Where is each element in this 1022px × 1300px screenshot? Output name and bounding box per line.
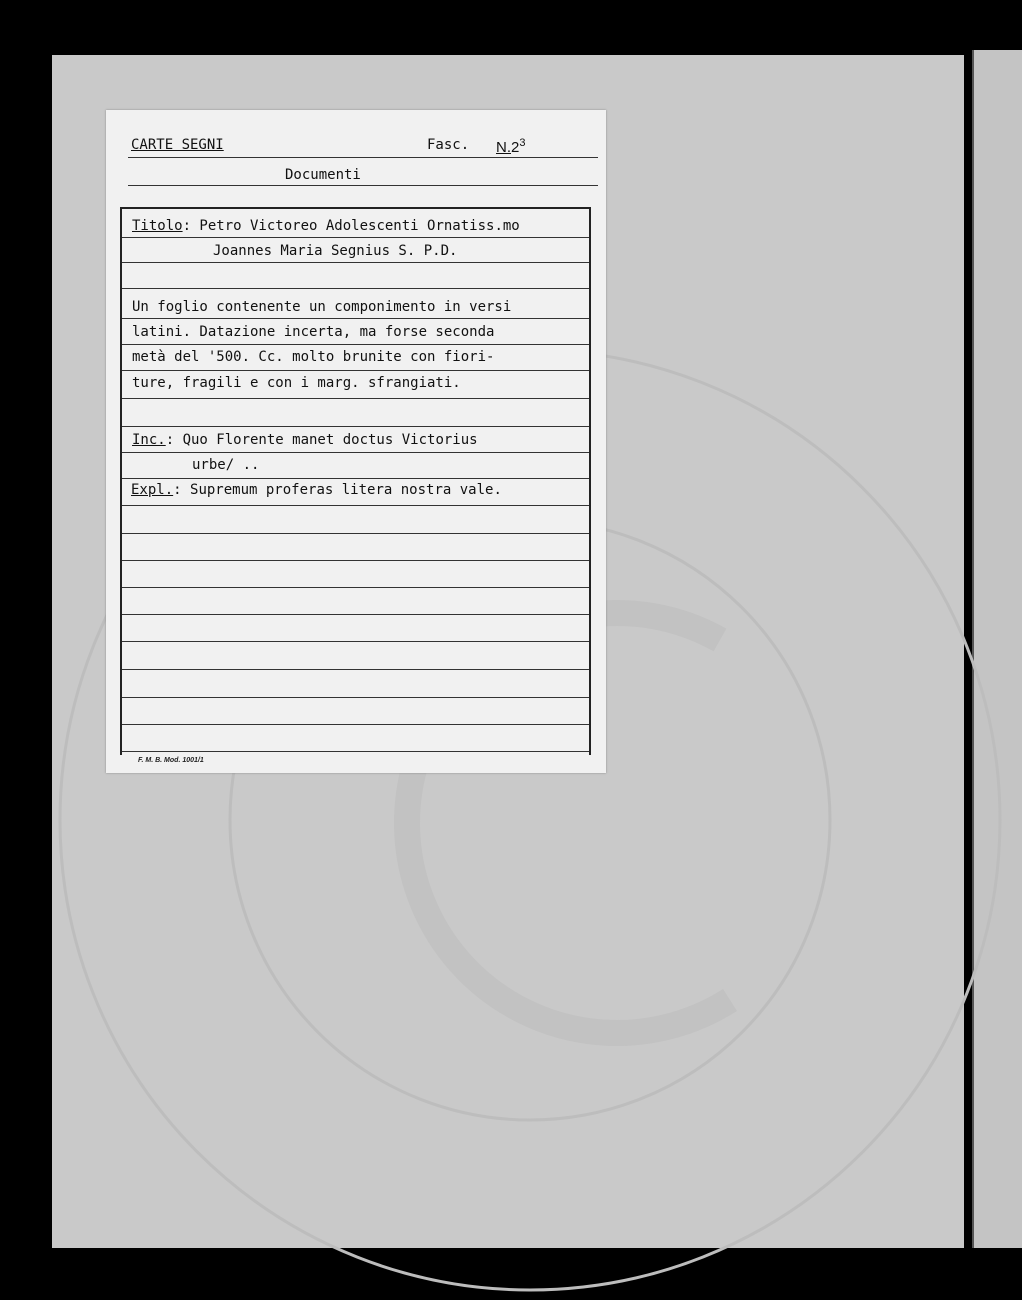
number-value: 2 (511, 139, 520, 156)
expl-text: : Supremum proferas litera nostra vale. (173, 482, 502, 498)
category-label: Documenti (285, 167, 361, 183)
rule (122, 641, 589, 642)
rule (122, 262, 589, 263)
expl-label: Expl. (131, 482, 174, 498)
titolo-text: : Petro Victoreo Adolescenti Ornatiss.mo (182, 218, 520, 234)
rule (122, 533, 589, 534)
rule (122, 724, 589, 725)
explicit-line (131, 482, 502, 498)
rule (122, 669, 589, 670)
titolo-line-1 (132, 218, 520, 234)
number-superscript: 3 (519, 137, 526, 149)
collection-name: CARTE SEGNI (131, 137, 224, 153)
rule (122, 614, 589, 615)
rule (122, 560, 589, 561)
titolo-label: Titolo (132, 218, 183, 234)
number-prefix: N. (496, 139, 511, 156)
card-form-box (120, 207, 591, 755)
titolo-line-2: Joannes Maria Segnius S. P.D. (213, 243, 458, 259)
rule (122, 344, 589, 345)
rule (128, 157, 598, 158)
fasc-number (496, 137, 525, 156)
rule (122, 587, 589, 588)
fasc-label: Fasc. (427, 137, 470, 153)
rule (122, 237, 589, 238)
inc-label: Inc. (132, 432, 166, 448)
rule (122, 697, 589, 698)
rule (122, 751, 589, 752)
folder-right-edge (972, 50, 1022, 1248)
description-line: latini. Datazione incerta, ma forse seconda (132, 324, 495, 340)
rule (122, 370, 589, 371)
rule (122, 318, 589, 319)
form-code: F. M. B. Mod. 1001/1 (138, 757, 204, 764)
rule (122, 452, 589, 453)
description-line: ture, fragili e con i marg. sfrangiati. (132, 375, 461, 391)
rule (122, 398, 589, 399)
rule (122, 288, 589, 289)
description-line: metà del '500. Cc. molto brunite con fiori- (132, 349, 495, 365)
rule (122, 478, 589, 479)
incipit-line-1 (132, 432, 478, 448)
rule (128, 185, 598, 186)
inc-text: : Quo Florente manet doctus Victorius (165, 432, 478, 448)
rule (122, 505, 589, 506)
description-line: Un foglio contenente un componimento in versi (132, 299, 512, 315)
rule (122, 426, 589, 427)
incipit-line-2: urbe/ .. (192, 457, 260, 473)
